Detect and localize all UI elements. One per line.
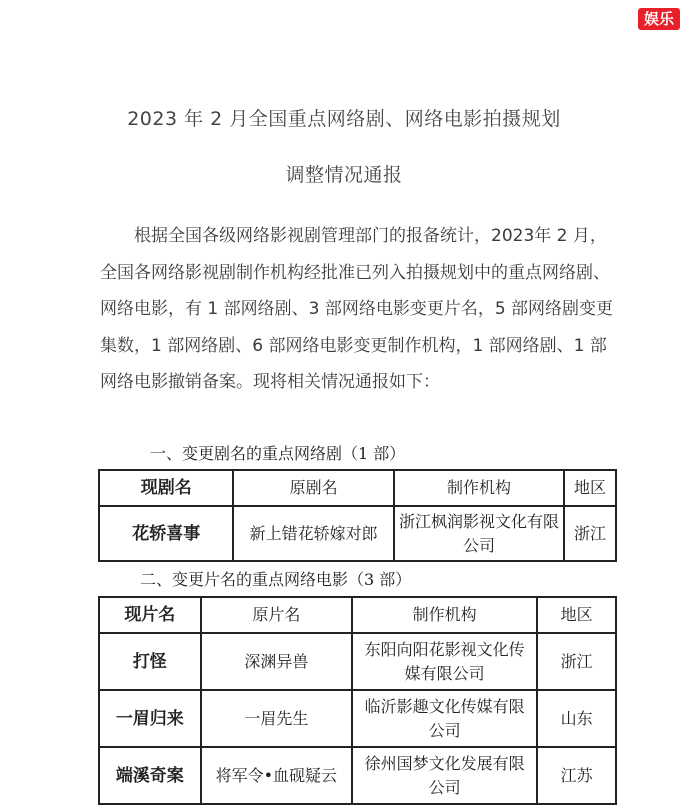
current-title-cell: 花轿喜事 (99, 506, 233, 561)
renamed-films-table (98, 596, 617, 805)
table-row (99, 633, 616, 690)
producer-cell: 徐州国梦文化发展有限公司 (352, 747, 537, 804)
header-original-title: 原片名 (201, 597, 352, 633)
intro-paragraph: 根据全国各级网络影视剧管理部门的报备统计，2023年 2 月，全国各网络影视剧制作机构经批准已列入拍摄规划中的重点网络剧、网络电影，有 1 部网络剧、3 部网络电影变更片名，5 部网络剧变更集数，1 部网络剧、6 部网络电影变更制作机构，1 部网络剧、1 部网络电影撤销备案。现将相关情况通报如下： (100, 226, 614, 392)
producer-cell: 临沂影趣文化传媒有限公司 (352, 690, 537, 747)
table-row (99, 690, 616, 747)
header-original-title: 原剧名 (233, 470, 393, 506)
original-title-cell: 一眉先生 (201, 690, 352, 747)
header-current-title: 现片名 (99, 597, 201, 633)
table-header-row (99, 597, 616, 633)
table-row (99, 506, 616, 561)
section-1-heading: 一、变更剧名的重点网络剧（1 部） (150, 444, 406, 463)
producer-cell: 东阳向阳花影视文化传媒有限公司 (352, 633, 537, 690)
document-title-line-2: 调整情况通报 (285, 164, 403, 186)
current-title-cell: 打怪 (99, 633, 201, 690)
region-cell: 浙江 (564, 506, 616, 561)
header-current-title: 现剧名 (99, 470, 233, 506)
original-title-cell: 将军令•血砚疑云 (201, 747, 352, 804)
document-title-line-1: 2023 年 2 月全国重点网络剧、网络电影拍摄规划 (127, 108, 561, 130)
region-cell: 江苏 (537, 747, 616, 804)
header-region: 地区 (537, 597, 616, 633)
header-region: 地区 (564, 470, 616, 506)
original-title-cell: 新上错花轿嫁对郎 (233, 506, 393, 561)
region-cell: 浙江 (537, 633, 616, 690)
region-cell: 山东 (537, 690, 616, 747)
current-title-cell: 一眉归来 (99, 690, 201, 747)
section-2-heading: 二、变更片名的重点网络电影（3 部） (140, 570, 412, 589)
header-producer: 制作机构 (352, 597, 537, 633)
original-title-cell: 深渊异兽 (201, 633, 352, 690)
table-row (99, 747, 616, 804)
producer-cell: 浙江枫润影视文化有限公司 (394, 506, 564, 561)
current-title-cell: 端溪奇案 (99, 747, 201, 804)
renamed-series-table (98, 469, 617, 562)
table-header-row (99, 470, 616, 506)
header-producer: 制作机构 (394, 470, 564, 506)
entertainment-badge: 娱乐 (638, 8, 680, 30)
